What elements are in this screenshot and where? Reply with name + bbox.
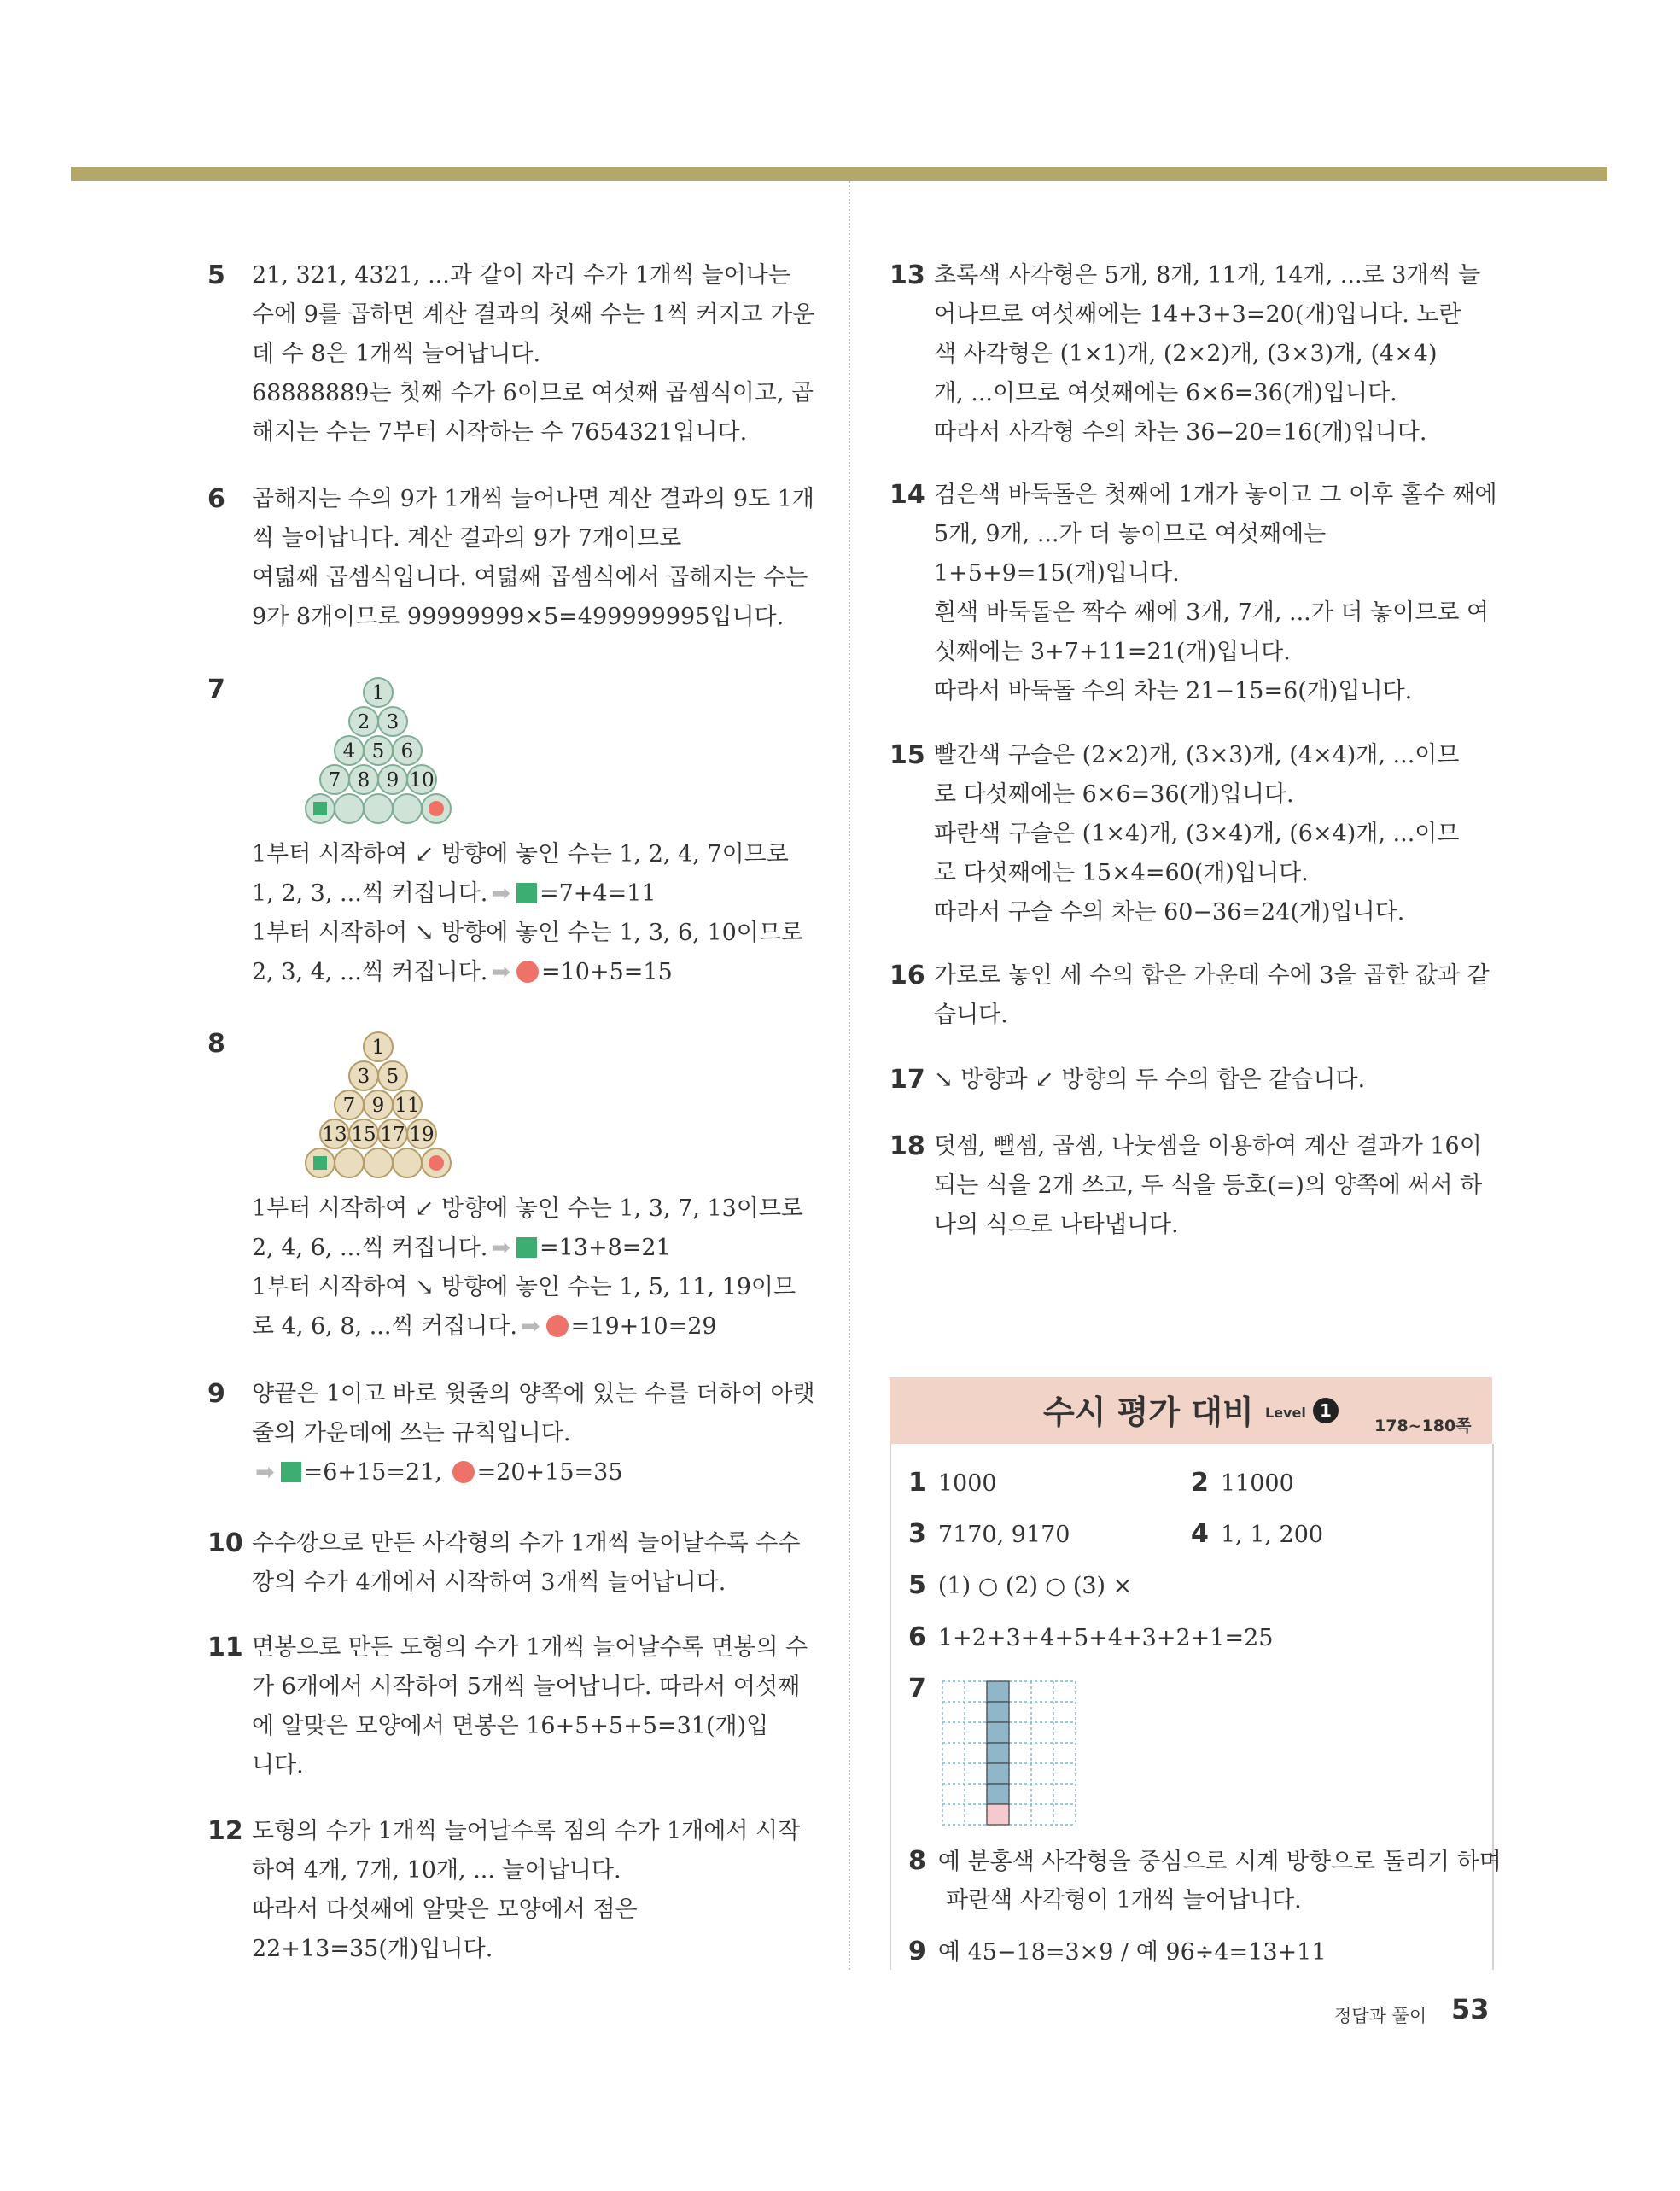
assessment-header (890, 1377, 1492, 1444)
triangle-ball (335, 794, 364, 823)
red-circle-icon (429, 1155, 444, 1171)
top-rule (71, 167, 1607, 181)
arrow-icon: ➡ (491, 1235, 510, 1261)
box-answer-9: 9 예 45−18=3×9 / 예 96÷4=13+11 (908, 1937, 1327, 1966)
question-number: 13 (890, 260, 925, 290)
answer-text: 1부터 시작하여 ↙ 방향에 놓인 수는 1, 3, 7, 13이므로 2, 4, 6, ...씩 커집니다. ➡ =13+8=21 1부터 시작하여 ↘ 방향에 놓인 수는 1, 5, 11, 19이므 로 4, 6, 8, ...씩 커집니다. ➡ =19+10=29 (252, 1195, 803, 1340)
triangle-number: 17 (380, 1124, 405, 1146)
answer-text: 수수깡으로 만든 사각형의 수가 1개씩 늘어날수록 수수 깡의 수가 4개에서 시작하여 3개씩 늘어납니다. (252, 1530, 801, 1596)
triangle-number: 8 (357, 769, 370, 792)
question-number: 14 (890, 480, 925, 510)
answer-text: ↘ 방향과 ↙ 방향의 두 수의 합은 같습니다. (934, 1066, 1366, 1093)
question-number: 11 (207, 1633, 243, 1662)
answer-text: 곱해지는 수의 9가 1개씩 늘어나면 계산 결과의 9도 1개 씩 늘어납니다. 계산 결과의 9가 7개이므로 여덟째 곱셈식입니다. 여덟째 곱셈식에서 곱해지는 수는 9가 8개이므로 99999999×5=499999995입니다. (252, 486, 815, 630)
triangle-number: 7 (328, 769, 341, 792)
box-answer-5: 5 (1) ○ (2) ○ (3) × (908, 1570, 1133, 1600)
answer-text: 면봉으로 만든 도형의 수가 1개씩 늘어날수록 면봉의 수 가 6개에서 시작하여 5개씩 늘어납니다. 따라서 여섯째 에 알맞은 모양에서 면봉은 16+5+5+5=31(개)입 니다. (252, 1634, 808, 1779)
answer-text: 덧셈, 뺄셈, 곱셈, 나눗셈을 이용하여 계산 결과가 16이 되는 식을 2개 쓰고, 두 식을 등호(=)의 양쪽에 써서 하 나의 식으로 나타냅니다. (934, 1133, 1483, 1238)
question-number: 9 (207, 1379, 225, 1409)
red-circle-icon (429, 801, 444, 816)
triangle-number: 3 (386, 711, 400, 733)
box-answer-1: 1 1000 (908, 1468, 997, 1498)
pink-cell (987, 1804, 1009, 1825)
footer-label: 정답과 풀이 (1334, 2006, 1427, 2026)
blue-cell (987, 1722, 1009, 1743)
box-answer-3: 3 7170, 9170 (908, 1519, 1070, 1549)
question-number: 7 (207, 675, 225, 704)
answer-text: 초록색 사각형은 5개, 8개, 11개, 14개, ...로 3개씩 늘 어나므로 여섯째에는 14+3+3=20(개)입니다. 노란 색 사각형은 (1×1)개, (2×2)개, (3×3)개, (4×4) 개, ...이므로 여섯째에는 6×6=36(개)입니다. 따라서 사각형 수의 차는 36−20=16(개)입니다. (934, 262, 1481, 446)
box-answer-2: 2 11000 (1191, 1468, 1294, 1498)
assessment-title: 수시 평가 대비 (1043, 1393, 1254, 1431)
green-square-icon (313, 1156, 327, 1170)
triangle-number: 7 (342, 1095, 356, 1117)
blue-cell (987, 1702, 1009, 1722)
red-circle-icon (546, 1315, 569, 1337)
arrow-icon: ➡ (491, 880, 510, 907)
question-number: 12 (207, 1816, 243, 1846)
level-label: Level (1265, 1405, 1306, 1421)
triangle-ball (335, 1148, 364, 1177)
answer-text: 21, 321, 4321, ...과 같이 자리 수가 1개씩 늘어나는 수에 9를 곱하면 계산 결과의 첫째 수는 1씩 커지고 가운 데 수 8은 1개씩 늘어납니다. 68888889는 첫째 수가 6이므로 여섯째 곱셈식이고, 곱 해지는 수는 7부터 시작하는 수 7654321입니다. (252, 262, 815, 446)
green-square-icon (516, 883, 537, 903)
answer-text: 도형의 수가 1개씩 늘어날수록 점의 수가 1개에서 시작 하여 4개, 7개, 10개, ... 늘어납니다. 따라서 다섯째에 알맞은 모양에서 점은 22+13=35(개)입니다. (252, 1818, 801, 1962)
green-square-icon (516, 1237, 537, 1258)
question-number: 18 (890, 1131, 925, 1161)
triangle-number: 1 (371, 682, 385, 704)
answer-text: 빨간색 구슬은 (2×2)개, (3×3)개, (4×4)개, ...이므 로 다섯째에는 6×6=36(개)입니다. 파란색 구슬은 (1×4)개, (3×4)개, (6×4)개, ...이므 로 다섯째에는 15×4=60(개)입니다. 따라서 구슬 수의 차는 60−36=24(개)입니다. (934, 742, 1460, 926)
triangle-ball (364, 1148, 393, 1177)
box-answer-8: 8 예 분홍색 사각형을 중심으로 시계 방향으로 돌리기 하며 (908, 1846, 1502, 1876)
triangle-number: 1 (371, 1037, 385, 1059)
page-number: 53 (1451, 1993, 1490, 2025)
triangle-ball (393, 1148, 422, 1177)
question-number: 5 (207, 260, 225, 290)
green-square-icon (281, 1462, 301, 1482)
box-answer-7: 7 (908, 1674, 926, 1703)
triangle-number: 9 (371, 1095, 385, 1117)
question-number: 17 (890, 1065, 925, 1095)
arrow-icon: ➡ (521, 1313, 540, 1340)
triangle-number: 10 (409, 769, 435, 792)
answer-text: 양끝은 1이고 바로 윗줄의 양쪽에 있는 수를 더하여 아랫 줄의 가운데에 쓰는 규칙입니다. ➡ =6+15=21, =20+15=35 (252, 1381, 815, 1486)
column-divider (849, 181, 850, 1970)
level-badge: 1 (1313, 1398, 1339, 1423)
triangle-number: 6 (400, 740, 414, 762)
number-triangle (267, 1031, 489, 1185)
answer-text: 검은색 바둑돌은 첫째에 1개가 놓이고 그 이후 홀수 째에 5개, 9개, ...가 더 놓이므로 여섯째에는 1+5+9=15(개)입니다. 흰색 바둑돌은 짝수 째에 3개, 7개, ...가 더 놓이므로 여 섯째에는 3+7+11=21(개)입니다. 따라서 바둑돌 수의 차는 21−15=6(개)입니다. (934, 482, 1497, 704)
number-triangle (267, 677, 489, 831)
triangle-number: 13 (322, 1124, 347, 1146)
triangle-number: 4 (342, 740, 356, 762)
blue-cell (987, 1681, 1009, 1702)
triangle-number: 5 (371, 740, 385, 762)
question-number: 15 (890, 740, 925, 770)
arrow-icon: ➡ (491, 959, 510, 985)
answer-text: 가로로 놓인 세 수의 합은 가운데 수에 3을 곱한 값과 같 습니다. (934, 962, 1490, 1028)
triangle-number: 2 (357, 711, 370, 733)
triangle-number: 5 (386, 1066, 400, 1088)
box-answer-4: 4 1, 1, 200 (1191, 1519, 1324, 1549)
red-circle-icon (452, 1461, 475, 1483)
green-square-icon (313, 802, 327, 815)
dotted-grid-figure (941, 1680, 1077, 1830)
answer-text: 1부터 시작하여 ↙ 방향에 놓인 수는 1, 2, 4, 7이므로 1, 2, 3, ...씩 커집니다. ➡ =7+4=11 1부터 시작하여 ↘ 방향에 놓인 수는 1, 3, 6, 10이므로 2, 3, 4, ...씩 커집니다. ➡ =10+5=15 (252, 841, 803, 985)
red-circle-icon (516, 961, 539, 983)
blue-cell (987, 1784, 1009, 1804)
triangle-number: 3 (357, 1066, 370, 1088)
box-answer-6: 6 1+2+3+4+5+4+3+2+1=25 (908, 1622, 1274, 1652)
triangle-number: 15 (351, 1124, 376, 1146)
triangle-number: 11 (394, 1095, 420, 1117)
triangle-number: 19 (409, 1124, 435, 1146)
question-number: 16 (890, 961, 925, 990)
triangle-ball (393, 794, 422, 823)
triangle-number: 9 (386, 769, 400, 792)
question-number: 8 (207, 1029, 225, 1059)
page-range: 178~180쪽 (1374, 1417, 1472, 1435)
arrow-icon: ➡ (255, 1459, 275, 1486)
blue-cell (987, 1763, 1009, 1784)
blue-cell (987, 1743, 1009, 1763)
question-number: 10 (207, 1528, 243, 1558)
box-answer-8-cont: 파란색 사각형이 1개씩 늘어납니다. (946, 1887, 1302, 1913)
triangle-ball (364, 794, 393, 823)
question-number: 6 (207, 484, 225, 514)
